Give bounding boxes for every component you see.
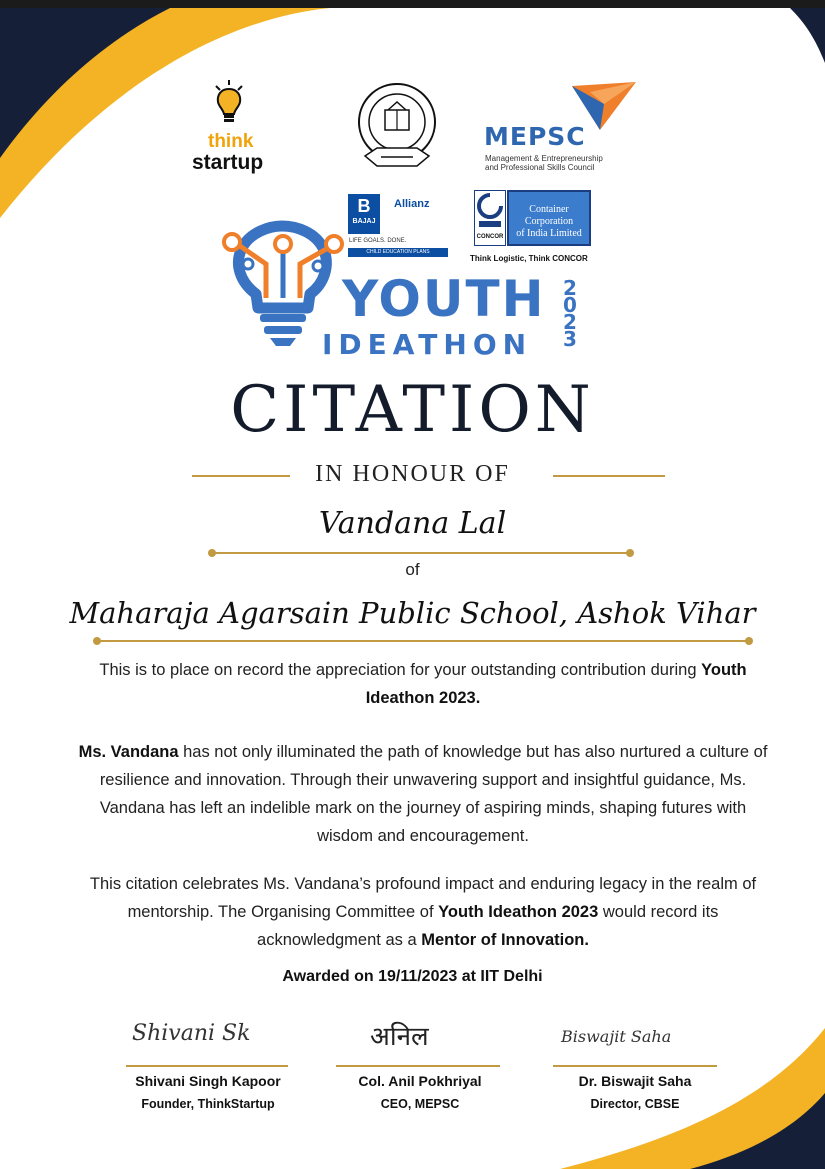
bajaj-tagline: LIFE GOALS. DONE.: [349, 238, 407, 244]
p3-honour: Mentor of Innovation.: [421, 931, 589, 949]
allianz-label: Allianz: [394, 198, 430, 210]
mepsc-logo: [482, 80, 652, 175]
contribution-paragraph: [78, 738, 768, 850]
signatory-2: [330, 1013, 510, 1123]
p3-text-1: This citation celebrates Ms. Vandana’s profound impact and enduring legacy in the realm of mentorship. The Organising Committee of: [89, 875, 757, 921]
event-word-youth: YOUTH: [342, 270, 546, 328]
signatory-1-name: Shivani Singh Kapoor: [135, 1073, 281, 1089]
bajaj-label: BAJAJ: [352, 218, 376, 225]
certificate-page: [0, 8, 825, 1169]
appreciation-paragraph: [78, 656, 768, 712]
school-rule: [97, 640, 749, 642]
think-startup-logo: [190, 80, 300, 175]
recipient-rule-dot-right: [626, 549, 634, 557]
mepsc-subtitle-1: Management & Entrepreneurship: [485, 154, 603, 163]
concor-logo: [470, 188, 595, 268]
mepsc-title: MEPSC: [484, 122, 586, 151]
mepsc-subtitle-2: and Professional Skills Council: [485, 163, 595, 172]
think-label: think: [208, 131, 254, 152]
school-rule-dot-right: [745, 637, 753, 645]
concor-line1: Container Corporation: [524, 204, 574, 227]
p3-event: Youth Ideathon 2023: [438, 903, 599, 921]
p1-text: This is to place on record the appreciation for your outstanding contribution during: [99, 661, 702, 679]
signatory-3: [545, 1013, 725, 1123]
legacy-paragraph: [70, 870, 776, 954]
bajaj-mark: [348, 194, 380, 234]
bajaj-band: CHILD EDUCATION PLANS: [348, 248, 448, 257]
concor-tagline: Think Logistic, Think CONCOR: [470, 254, 588, 263]
p1-event: Youth Ideathon 2023.: [365, 661, 747, 707]
p3-text-2: would record its acknowledgment as a: [257, 903, 719, 949]
bajaj-allianz-logo: [348, 194, 448, 260]
year-digit: 0: [563, 293, 577, 317]
signatory-1: [118, 1013, 298, 1123]
signatory-1-role: Founder, ThinkStartup: [141, 1097, 275, 1111]
recipient-name: Vandana Lal: [318, 506, 507, 541]
signatory-2-role: CEO, MEPSC: [380, 1097, 460, 1111]
year-digit: 2: [563, 310, 577, 334]
signature-rule-2: [336, 1065, 500, 1067]
signature-1: Shivani Sk: [132, 1021, 251, 1046]
concor-short: CONCOR: [476, 234, 504, 240]
honour-subtitle: IN HONOUR OF: [315, 461, 510, 487]
of-connector: of: [405, 560, 420, 579]
recipient-rule: [212, 552, 630, 554]
signature-2: अनिल: [370, 1022, 429, 1052]
year-digit: 2: [563, 276, 577, 300]
signatory-3-name: Dr. Biswajit Saha: [578, 1073, 692, 1089]
p2-name: Ms. Vandana: [78, 743, 179, 761]
concor-emblem: [474, 190, 506, 246]
p2-text: has not only illuminated the path of knowledge but has also nurtured a culture of resilience and innovation. Through their unwavering support and insightful guidance, Ms. Vandana has left an indelible mark on the journey of aspiring minds, shaping futures with wisdom and encouragement.: [99, 743, 768, 845]
signature-3: Biswajit Saha: [561, 1027, 672, 1046]
certificate-title: CITATION: [230, 373, 595, 447]
startup-label: startup: [192, 151, 264, 174]
signatory-2-name: Col. Anil Pokhriyal: [358, 1073, 482, 1089]
concor-mark-icon: [475, 191, 505, 229]
event-word-ideathon: IDEATHON: [322, 328, 533, 361]
lightbulb-icon: [212, 80, 246, 126]
background-waves: [0, 8, 825, 1169]
top-right-navy-corner: [790, 8, 825, 63]
signature-rule-3: [553, 1065, 717, 1067]
signature-rule-1: [126, 1065, 288, 1067]
signatory-3-role: Director, CBSE: [590, 1097, 680, 1111]
cbse-emblem-icon: [355, 80, 440, 175]
concor-name-box: [507, 190, 591, 246]
school-name: Maharaja Agarsain Public School, Ashok Vihar: [69, 596, 756, 630]
event-year: [560, 276, 582, 351]
awarded-line: Awarded on 19/11/2023 at IIT Delhi: [282, 968, 543, 985]
year-digit: 3: [563, 327, 577, 351]
bajaj-b-icon: B: [357, 196, 371, 216]
concor-line2: of India Limited: [516, 228, 582, 239]
